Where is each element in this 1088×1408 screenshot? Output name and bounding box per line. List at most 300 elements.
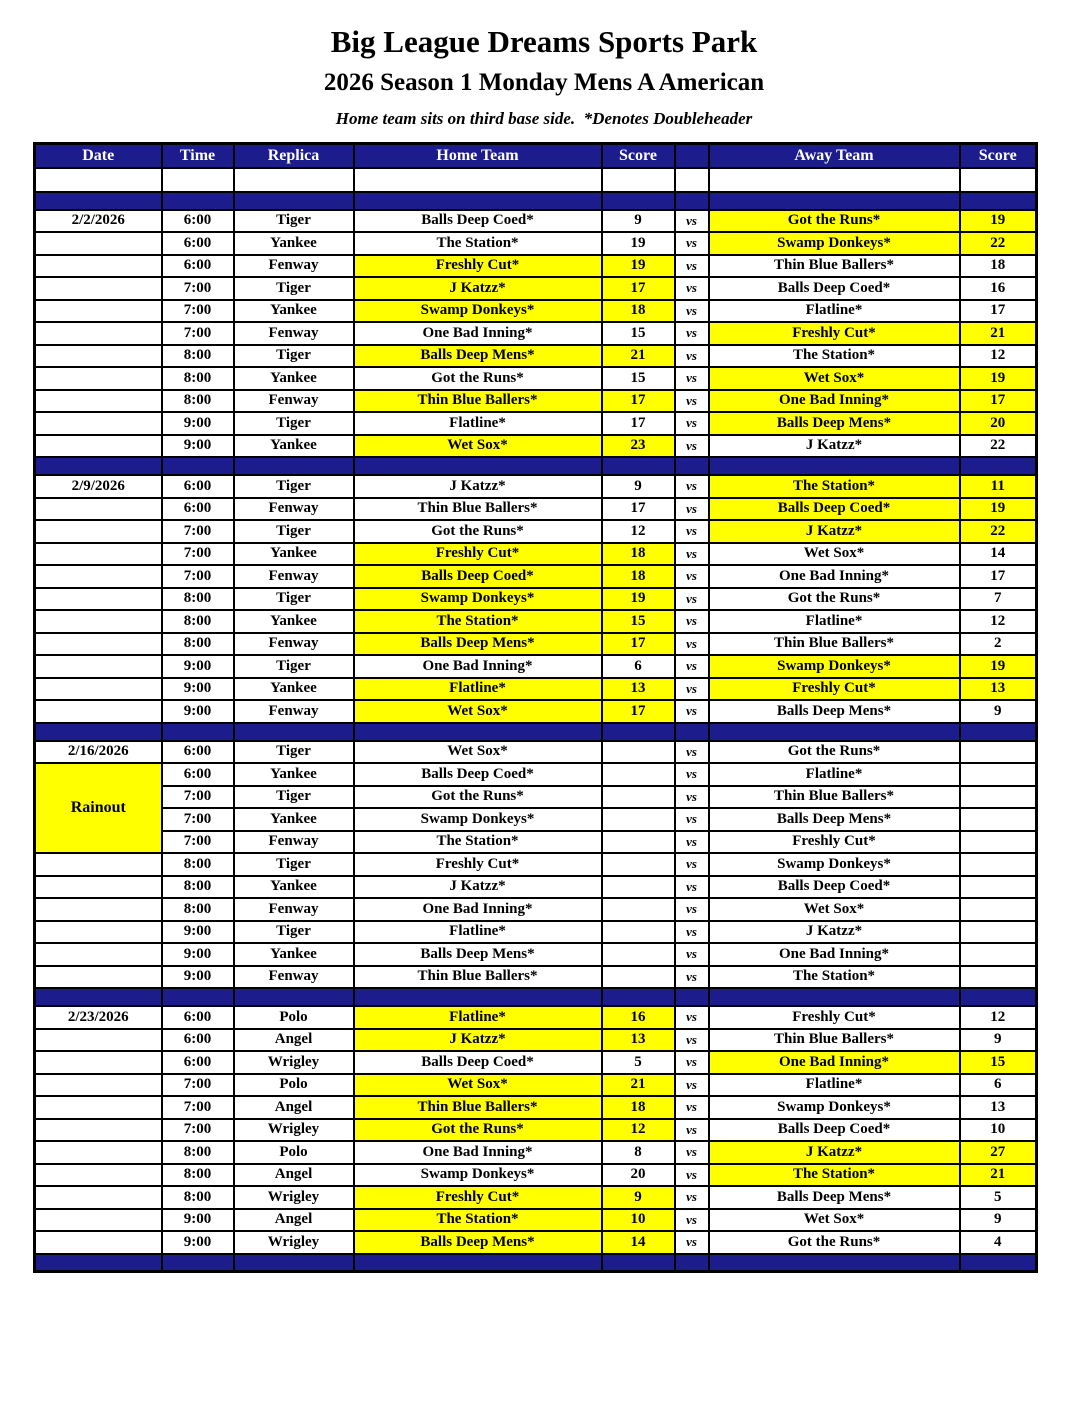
time-cell: 7:00 [162,300,234,323]
away-team-cell: Got the Runs* [709,741,960,764]
table-row [35,390,1037,413]
away-team-cell: Balls Deep Mens* [709,412,960,435]
time-cell: 8:00 [162,390,234,413]
table-row [35,808,1037,831]
away-team-cell: Swamp Donkeys* [709,232,960,255]
away-team-cell: J Katzz* [709,520,960,543]
separator-cell [602,192,675,210]
time-cell: 8:00 [162,345,234,368]
away-team-cell: Flatline* [709,300,960,323]
home-score-cell [602,786,675,809]
away-team-cell: Got the Runs* [709,210,960,233]
table-row [35,1051,1037,1074]
home-score-cell: 15 [602,610,675,633]
away-score-cell: 22 [960,232,1037,255]
away-score-cell: 22 [960,520,1037,543]
time-cell: 6:00 [162,1051,234,1074]
away-score-cell [960,943,1037,966]
replica-cell: Fenway [234,390,354,413]
home-score-cell: 9 [602,210,675,233]
away-team-cell: Thin Blue Ballers* [709,786,960,809]
away-team-cell: J Katzz* [709,435,960,458]
vs-label: vs [675,1096,709,1119]
vs-label: vs [675,520,709,543]
home-team-cell: Balls Deep Mens* [354,943,602,966]
home-team-cell: J Katzz* [354,277,602,300]
vs-label: vs [675,210,709,233]
home-score-cell [602,898,675,921]
away-team-cell: Thin Blue Ballers* [709,633,960,656]
vs-label: vs [675,300,709,323]
separator-cell [709,723,960,741]
away-team-cell: Wet Sox* [709,1209,960,1232]
table-row [35,876,1037,899]
away-score-cell: 7 [960,588,1037,611]
away-team-cell: Got the Runs* [709,1231,960,1254]
away-score-cell: 20 [960,412,1037,435]
separator-cell [354,1254,602,1272]
vs-label: vs [675,1051,709,1074]
replica-cell: Yankee [234,876,354,899]
separator-cell [675,723,709,741]
vs-label: vs [675,1209,709,1232]
vs-label: vs [675,435,709,458]
time-cell: 9:00 [162,1231,234,1254]
home-team-cell: Thin Blue Ballers* [354,966,602,989]
away-score-cell [960,966,1037,989]
home-score-cell: 20 [602,1164,675,1187]
table-row [35,367,1037,390]
home-team-cell: Freshly Cut* [354,853,602,876]
date-cell [35,232,162,255]
date-cell [35,1074,162,1097]
date-cell [35,390,162,413]
date-cell [35,655,162,678]
home-team-cell: Balls Deep Coed* [354,210,602,233]
vs-label: vs [675,565,709,588]
table-row [35,610,1037,633]
separator-cell [35,192,162,210]
separator-cell [234,988,354,1006]
replica-cell: Yankee [234,232,354,255]
table-row [35,475,1037,498]
away-score-cell [960,808,1037,831]
away-team-cell: Balls Deep Mens* [709,1186,960,1209]
away-team-cell: Flatline* [709,610,960,633]
separator-cell [709,988,960,1006]
replica-cell: Tiger [234,655,354,678]
home-team-note: Home team sits on third base side. *Denotes Doubleheader [335,109,753,129]
away-score-cell: 22 [960,435,1037,458]
table-row [35,232,1037,255]
away-team-cell: Swamp Donkeys* [709,655,960,678]
replica-cell: Tiger [234,277,354,300]
separator-cell [234,457,354,475]
vs-label: vs [675,633,709,656]
time-cell: 6:00 [162,255,234,278]
time-cell: 7:00 [162,831,234,854]
away-score-cell [960,853,1037,876]
home-score-cell: 14 [602,1231,675,1254]
separator-cell [675,192,709,210]
vs-label: vs [675,322,709,345]
home-team-cell: Balls Deep Mens* [354,345,602,368]
home-team-cell: J Katzz* [354,1029,602,1052]
date-cell [35,277,162,300]
vs-label: vs [675,232,709,255]
replica-cell: Tiger [234,741,354,764]
home-team-cell: One Bad Inning* [354,898,602,921]
home-score-cell: 17 [602,633,675,656]
vs-label: vs [675,898,709,921]
away-team-cell: Balls Deep Mens* [709,808,960,831]
date-cell [35,700,162,723]
table-row [35,1209,1037,1232]
time-cell: 6:00 [162,232,234,255]
home-team-cell: The Station* [354,1209,602,1232]
away-team-cell: Flatline* [709,1074,960,1097]
time-cell: 6:00 [162,498,234,521]
time-cell: 9:00 [162,678,234,701]
page-header [0,0,1088,129]
away-score-cell: 13 [960,678,1037,701]
separator-cell [162,192,234,210]
home-team-cell: Swamp Donkeys* [354,1164,602,1187]
vs-label: vs [675,390,709,413]
away-score-cell: 13 [960,1096,1037,1119]
date-cell [35,1029,162,1052]
blank-cell [709,168,960,192]
date-cell [35,520,162,543]
table-row [35,498,1037,521]
away-score-cell: 17 [960,390,1037,413]
home-score-cell: 6 [602,655,675,678]
vs-label: vs [675,1074,709,1097]
home-score-cell [602,741,675,764]
away-score-cell [960,786,1037,809]
replica-cell: Yankee [234,763,354,786]
home-team-cell: One Bad Inning* [354,655,602,678]
time-cell: 9:00 [162,435,234,458]
away-team-cell: Flatline* [709,763,960,786]
home-team-cell: The Station* [354,232,602,255]
vs-label: vs [675,1231,709,1254]
sep-row [35,192,1037,210]
replica-cell: Polo [234,1141,354,1164]
column-header-date: Date [35,144,162,168]
separator-cell [354,192,602,210]
table-row [35,1006,1037,1029]
away-score-cell: 9 [960,1029,1037,1052]
table-row [35,277,1037,300]
replica-cell: Yankee [234,808,354,831]
vs-label: vs [675,367,709,390]
table-row [35,655,1037,678]
away-team-cell: Swamp Donkeys* [709,1096,960,1119]
away-team-cell: Freshly Cut* [709,1006,960,1029]
home-score-cell: 12 [602,1119,675,1142]
date-cell [35,1051,162,1074]
vs-label: vs [675,543,709,566]
home-score-cell [602,876,675,899]
table-row [35,898,1037,921]
time-cell: 9:00 [162,700,234,723]
table-row [35,1119,1037,1142]
vs-label: vs [675,345,709,368]
home-score-cell: 23 [602,435,675,458]
replica-cell: Fenway [234,498,354,521]
date-cell: 2/16/2026 [35,741,162,764]
away-score-cell [960,741,1037,764]
time-cell: 7:00 [162,1096,234,1119]
replica-cell: Tiger [234,475,354,498]
head-row [35,144,1037,168]
table-row [35,435,1037,458]
home-score-cell: 18 [602,1096,675,1119]
home-score-cell: 18 [602,300,675,323]
time-cell: 7:00 [162,786,234,809]
date-cell [35,588,162,611]
replica-cell: Tiger [234,853,354,876]
replica-cell: Fenway [234,322,354,345]
time-cell: 6:00 [162,741,234,764]
separator-cell [709,192,960,210]
table-row [35,1231,1037,1254]
vs-label: vs [675,412,709,435]
replica-cell: Fenway [234,966,354,989]
date-cell: 2/2/2026 [35,210,162,233]
time-cell: 6:00 [162,1029,234,1052]
vs-label: vs [675,1141,709,1164]
away-score-cell: 27 [960,1141,1037,1164]
home-team-cell: J Katzz* [354,475,602,498]
column-header-replica: Replica [234,144,354,168]
separator-cell [675,1254,709,1272]
home-score-cell: 13 [602,678,675,701]
time-cell: 7:00 [162,1074,234,1097]
away-score-cell: 12 [960,610,1037,633]
date-cell [35,435,162,458]
home-team-cell: Flatline* [354,1006,602,1029]
home-score-cell [602,808,675,831]
away-score-cell: 4 [960,1231,1037,1254]
vs-label: vs [675,831,709,854]
replica-cell: Yankee [234,543,354,566]
home-score-cell: 12 [602,520,675,543]
date-cell [35,633,162,656]
away-score-cell: 17 [960,565,1037,588]
replica-cell: Angel [234,1096,354,1119]
away-team-cell: One Bad Inning* [709,390,960,413]
home-team-cell: Freshly Cut* [354,543,602,566]
table-row [35,853,1037,876]
table-row [35,786,1037,809]
away-score-cell [960,831,1037,854]
replica-cell: Wrigley [234,1231,354,1254]
home-team-cell: Swamp Donkeys* [354,808,602,831]
date-cell [35,345,162,368]
vs-label: vs [675,921,709,944]
vs-label: vs [675,1029,709,1052]
replica-cell: Tiger [234,520,354,543]
time-cell: 8:00 [162,610,234,633]
date-cell [35,1231,162,1254]
vs-label: vs [675,1006,709,1029]
replica-cell: Tiger [234,588,354,611]
replica-cell: Fenway [234,831,354,854]
replica-cell: Fenway [234,633,354,656]
column-header-away-team: Away Team [709,144,960,168]
time-cell: 8:00 [162,1164,234,1187]
separator-cell [960,1254,1037,1272]
sep-row [35,723,1037,741]
date-cell [35,1209,162,1232]
home-score-cell [602,763,675,786]
replica-cell: Fenway [234,700,354,723]
home-score-cell [602,943,675,966]
away-team-cell: Freshly Cut* [709,322,960,345]
vs-label: vs [675,277,709,300]
date-cell [35,1119,162,1142]
vs-label: vs [675,700,709,723]
time-cell: 8:00 [162,633,234,656]
replica-cell: Fenway [234,898,354,921]
time-cell: 7:00 [162,520,234,543]
home-score-cell: 13 [602,1029,675,1052]
away-team-cell: Balls Deep Coed* [709,498,960,521]
home-team-cell: Flatline* [354,921,602,944]
home-score-cell: 18 [602,565,675,588]
date-cell [35,498,162,521]
home-score-cell: 19 [602,588,675,611]
time-cell: 8:00 [162,588,234,611]
date-cell [35,543,162,566]
table-row [35,412,1037,435]
replica-cell: Fenway [234,565,354,588]
date-cell [35,367,162,390]
home-score-cell: 8 [602,1141,675,1164]
home-score-cell: 17 [602,390,675,413]
home-team-cell: Balls Deep Coed* [354,1051,602,1074]
separator-cell [35,1254,162,1272]
replica-cell: Angel [234,1029,354,1052]
time-cell: 6:00 [162,1006,234,1029]
separator-cell [960,988,1037,1006]
home-team-cell: Wet Sox* [354,1074,602,1097]
replica-cell: Polo [234,1074,354,1097]
table-row [35,210,1037,233]
home-team-cell: Swamp Donkeys* [354,588,602,611]
away-score-cell: 16 [960,277,1037,300]
table-row [35,1029,1037,1052]
page-title: Big League Dreams Sports Park [330,24,758,59]
replica-cell: Wrigley [234,1186,354,1209]
separator-cell [960,723,1037,741]
home-team-cell: Wet Sox* [354,700,602,723]
table-row [35,1186,1037,1209]
time-cell: 9:00 [162,1209,234,1232]
away-team-cell: Balls Deep Coed* [709,277,960,300]
separator-cell [675,988,709,1006]
table-row [35,1141,1037,1164]
separator-cell [354,457,602,475]
date-cell [35,1096,162,1119]
date-cell [35,322,162,345]
date-cell [35,678,162,701]
away-team-cell: Thin Blue Ballers* [709,1029,960,1052]
home-team-cell: Thin Blue Ballers* [354,1096,602,1119]
away-team-cell: The Station* [709,475,960,498]
date-cell [35,853,162,876]
separator-cell [234,192,354,210]
away-score-cell: 10 [960,1119,1037,1142]
date-cell [35,1141,162,1164]
replica-cell: Tiger [234,921,354,944]
home-team-cell: Got the Runs* [354,520,602,543]
away-score-cell: 6 [960,1074,1037,1097]
time-cell: 7:00 [162,808,234,831]
vs-label: vs [675,808,709,831]
vs-label: vs [675,678,709,701]
blank-cell [602,168,675,192]
date-cell [35,1186,162,1209]
separator-cell [602,1254,675,1272]
table-row [35,588,1037,611]
away-score-cell: 18 [960,255,1037,278]
home-team-cell: Thin Blue Ballers* [354,390,602,413]
away-team-cell: Got the Runs* [709,588,960,611]
separator-cell [162,457,234,475]
separator-cell [162,1254,234,1272]
date-cell [35,565,162,588]
away-score-cell: 14 [960,543,1037,566]
separator-cell [354,723,602,741]
table-row [35,763,1037,786]
separator-cell [960,457,1037,475]
home-team-cell: Flatline* [354,678,602,701]
home-score-cell: 16 [602,1006,675,1029]
vs-label: vs [675,1186,709,1209]
home-score-cell: 9 [602,475,675,498]
away-team-cell: Wet Sox* [709,367,960,390]
away-score-cell: 17 [960,300,1037,323]
home-team-cell: Flatline* [354,412,602,435]
time-cell: 6:00 [162,475,234,498]
away-score-cell: 9 [960,1209,1037,1232]
home-score-cell [602,966,675,989]
column-header-time: Time [162,144,234,168]
time-cell: 7:00 [162,1119,234,1142]
time-cell: 6:00 [162,210,234,233]
replica-cell: Tiger [234,345,354,368]
replica-cell: Yankee [234,367,354,390]
home-score-cell [602,921,675,944]
away-team-cell: Balls Deep Mens* [709,700,960,723]
home-score-cell: 9 [602,1186,675,1209]
table-row [35,255,1037,278]
replica-cell: Tiger [234,786,354,809]
replica-cell: Wrigley [234,1051,354,1074]
vs-label: vs [675,1164,709,1187]
home-score-cell: 15 [602,322,675,345]
vs-label: vs [675,475,709,498]
vs-label: vs [675,966,709,989]
date-cell [35,898,162,921]
separator-cell [234,723,354,741]
date-cell [35,921,162,944]
home-team-cell: Freshly Cut* [354,255,602,278]
away-team-cell: The Station* [709,1164,960,1187]
